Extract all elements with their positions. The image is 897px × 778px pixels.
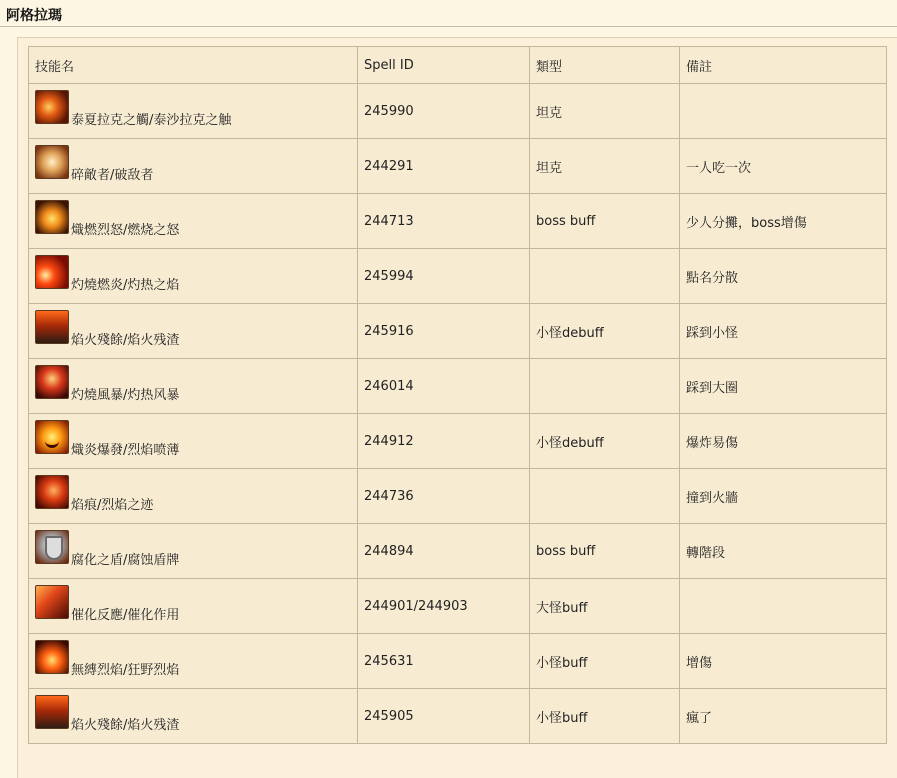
skill-type: 坦克 [530, 84, 680, 139]
skill-name: 焰痕/烈焰之迹 [71, 498, 154, 513]
wild-flame-icon [35, 640, 69, 674]
table-row [29, 469, 887, 524]
header-spell-id: Spell ID [358, 47, 530, 84]
skill-name-cell [29, 139, 358, 194]
table-row [29, 249, 887, 304]
burning-figure-icon [35, 200, 69, 234]
fire-burst-icon [35, 255, 69, 289]
skill-name: 無縛烈焰/狂野烈焰 [71, 663, 180, 678]
skill-name-cell [29, 634, 358, 689]
skill-note: 撞到火牆 [680, 469, 887, 524]
skill-name-cell [29, 249, 358, 304]
fire-wave-icon [35, 585, 69, 619]
header-skill-name: 技能名 [29, 47, 358, 84]
table-row [29, 139, 887, 194]
skill-note: 增傷 [680, 634, 887, 689]
skill-note [680, 579, 887, 634]
skill-note: 點名分散 [680, 249, 887, 304]
skill-name: 灼燒燃炎/灼热之焰 [71, 278, 180, 293]
spell-id: 245916 [358, 304, 530, 359]
table-row [29, 579, 887, 634]
header-type: 類型 [530, 47, 680, 84]
skill-note: 一人吃一次 [680, 139, 887, 194]
fire-swirl-icon [35, 475, 69, 509]
skill-name: 泰夏拉克之觸/泰沙拉克之触 [71, 113, 232, 128]
skill-name-cell [29, 84, 358, 139]
ember-ground-icon [35, 695, 69, 729]
skill-name-cell [29, 689, 358, 744]
skill-note: 瘋了 [680, 689, 887, 744]
skill-type [530, 469, 680, 524]
skill-note [680, 84, 887, 139]
table-row [29, 304, 887, 359]
ember-ground-icon [35, 310, 69, 344]
skill-name-cell [29, 414, 358, 469]
header-note: 備註 [680, 47, 887, 84]
skill-type [530, 359, 680, 414]
spell-id: 245990 [358, 84, 530, 139]
table-row [29, 689, 887, 744]
spell-id: 246014 [358, 359, 530, 414]
page-title: 阿格拉瑪 [0, 0, 897, 27]
table-row [29, 84, 887, 139]
skill-note: 踩到小怪 [680, 304, 887, 359]
skill-name-cell [29, 524, 358, 579]
fire-storm-icon [35, 365, 69, 399]
spell-id: 244291 [358, 139, 530, 194]
table-row [29, 524, 887, 579]
skill-name: 腐化之盾/腐蚀盾牌 [71, 553, 180, 568]
skill-note: 少人分攤，boss增傷 [680, 194, 887, 249]
skill-type: 坦克 [530, 139, 680, 194]
table-header-row [29, 47, 887, 84]
shield-icon [35, 530, 69, 564]
skill-name: 碎敵者/破敌者 [71, 168, 154, 183]
skill-type: boss buff [530, 194, 680, 249]
skill-type: 小怪buff [530, 634, 680, 689]
skill-name: 焰火殘餘/焰火残渣 [71, 718, 180, 733]
spell-id: 245994 [358, 249, 530, 304]
skill-note: 轉階段 [680, 524, 887, 579]
spell-id: 245631 [358, 634, 530, 689]
skill-type: boss buff [530, 524, 680, 579]
skill-name: 熾炎爆發/烈焰喷薄 [71, 443, 180, 458]
skill-type [530, 249, 680, 304]
skill-name: 催化反應/催化作用 [71, 608, 180, 623]
skill-name: 焰火殘餘/焰火残渣 [71, 333, 180, 348]
skill-name-cell [29, 304, 358, 359]
skill-type: 小怪debuff [530, 304, 680, 359]
spell-id: 244736 [358, 469, 530, 524]
skill-name-cell [29, 469, 358, 524]
spell-id: 244894 [358, 524, 530, 579]
skill-name: 灼燒風暴/灼热风暴 [71, 388, 180, 403]
table-row [29, 414, 887, 469]
skill-type: 小怪buff [530, 689, 680, 744]
skill-name-cell [29, 194, 358, 249]
serpent-tail-icon [35, 145, 69, 179]
skill-table [28, 46, 887, 744]
skill-name: 熾燃烈怒/燃烧之怒 [71, 223, 180, 238]
spell-id: 245905 [358, 689, 530, 744]
table-row [29, 634, 887, 689]
spell-id: 244912 [358, 414, 530, 469]
spell-id: 244713 [358, 194, 530, 249]
fire-face-icon [35, 420, 69, 454]
skill-type: 小怪debuff [530, 414, 680, 469]
fire-blade-icon [35, 90, 69, 124]
spell-id: 244901/244903 [358, 579, 530, 634]
skill-name-cell [29, 579, 358, 634]
skill-name-cell [29, 359, 358, 414]
table-row [29, 359, 887, 414]
skill-type: 大怪buff [530, 579, 680, 634]
skill-note: 踩到大圈 [680, 359, 887, 414]
skill-note: 爆炸易傷 [680, 414, 887, 469]
table-row [29, 194, 887, 249]
